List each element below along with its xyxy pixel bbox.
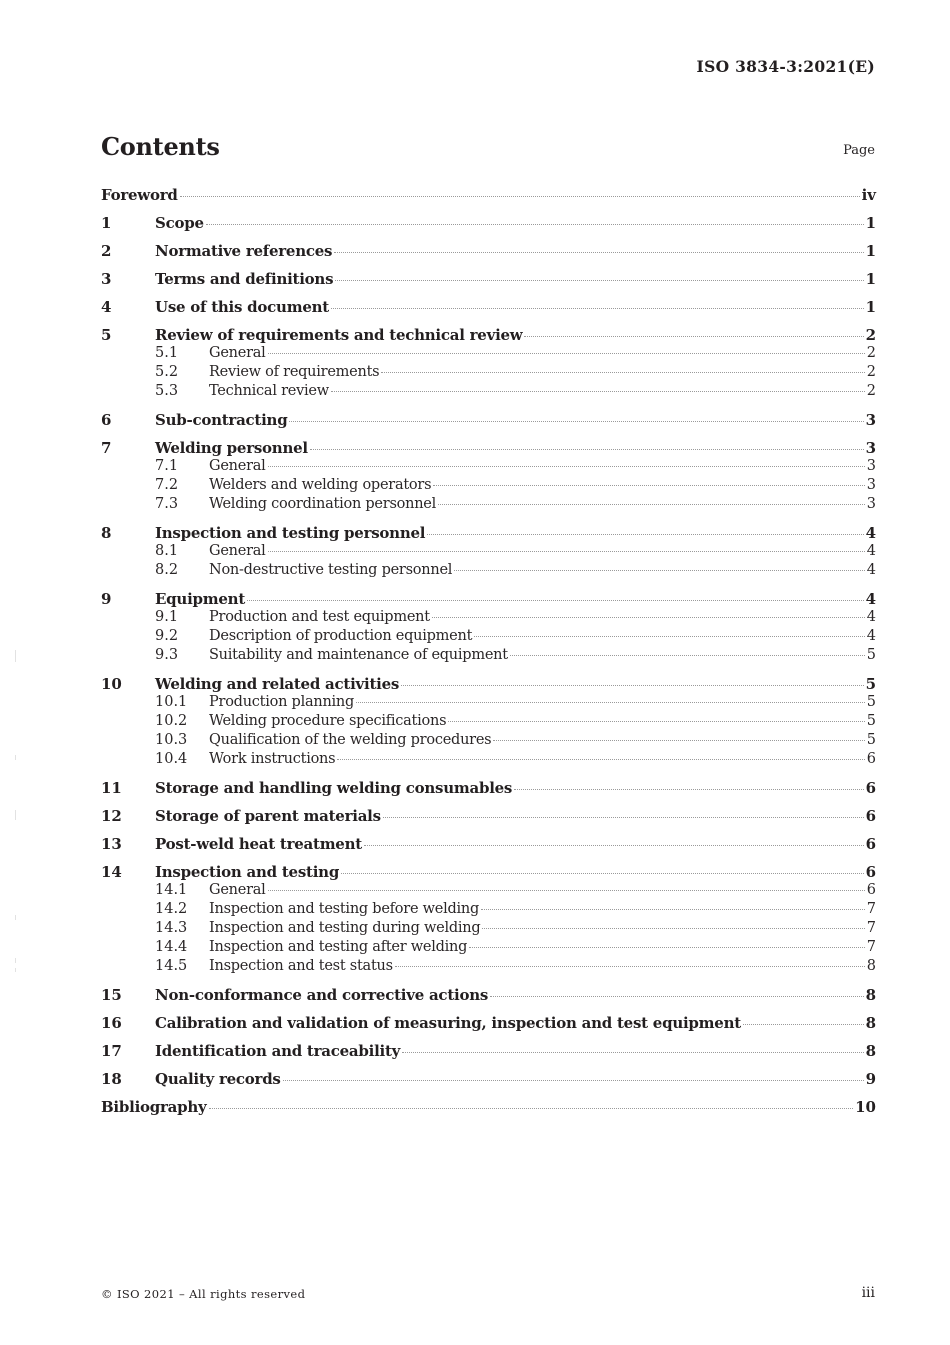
- toc-entry-number: 5.1: [155, 345, 179, 361]
- toc-entry-number: 11: [101, 779, 122, 797]
- toc-entry[interactable]: [101, 186, 876, 205]
- toc-entry[interactable]: [101, 1014, 876, 1033]
- dot-leader: [432, 617, 865, 618]
- toc-entry-label[interactable]: Work instructions: [209, 751, 336, 767]
- toc-entry-page[interactable]: 4: [866, 628, 876, 644]
- toc-entry[interactable]: [101, 326, 876, 345]
- footer-page-number: iii: [861, 1285, 875, 1301]
- toc-entry[interactable]: [101, 214, 876, 233]
- toc-entry-label[interactable]: Normative references: [155, 242, 333, 260]
- dot-leader: [481, 909, 865, 910]
- toc-entry-label[interactable]: Terms and definitions: [155, 270, 334, 288]
- dot-leader: [427, 534, 863, 535]
- toc-entry-page[interactable]: 3: [866, 458, 876, 474]
- dot-leader: [743, 1024, 864, 1025]
- dot-leader: [268, 466, 865, 467]
- toc-entry-number: 9.1: [155, 609, 179, 625]
- toc-entry-number: 14.2: [155, 901, 188, 917]
- toc-entry-label[interactable]: Review of requirements: [209, 364, 380, 380]
- toc-entry-label[interactable]: Non-conformance and corrective actions: [155, 986, 489, 1004]
- toc-entry-page[interactable]: 4: [865, 524, 876, 542]
- toc-entry[interactable]: [101, 242, 876, 261]
- toc-entry-page[interactable]: 5: [866, 647, 876, 663]
- toc-entry-number: 16: [101, 1014, 122, 1032]
- toc-entry-number: 2: [101, 242, 112, 260]
- margin-mark: [15, 810, 16, 820]
- toc-entry-label[interactable]: Review of requirements and technical review: [155, 326, 523, 344]
- toc-entry-page[interactable]: 6: [865, 807, 876, 825]
- dot-leader: [474, 636, 865, 637]
- toc-entry-number: 14.1: [155, 882, 188, 898]
- toc-entry-number: 10.2: [155, 713, 188, 729]
- toc-entry-number: 9.2: [155, 628, 179, 644]
- dot-leader: [268, 353, 865, 354]
- toc-entry-number: 5: [101, 326, 112, 344]
- toc-entry-number: 1: [101, 214, 112, 232]
- toc-entry-label[interactable]: Bibliography: [101, 1098, 207, 1116]
- toc-entry[interactable]: [101, 675, 876, 694]
- toc-subentry[interactable]: [101, 609, 876, 628]
- toc-entry-label[interactable]: Identification and traceability: [155, 1042, 401, 1060]
- toc-entry-page[interactable]: 5: [866, 732, 876, 748]
- toc-entry-page[interactable]: 3: [865, 411, 876, 429]
- toc-entry-label[interactable]: Welding and related activities: [155, 675, 400, 693]
- toc-subentry[interactable]: [101, 901, 876, 920]
- toc-entry-number: 4: [101, 298, 112, 316]
- toc-entry-page[interactable]: 3: [866, 477, 876, 493]
- toc-entry-number: 10: [101, 675, 122, 693]
- toc-entry-number: 9: [101, 590, 112, 608]
- toc-entry-label[interactable]: Use of this document: [155, 298, 329, 316]
- toc-entry-page[interactable]: 5: [866, 713, 876, 729]
- dot-leader: [310, 449, 864, 450]
- dot-leader: [493, 740, 864, 741]
- toc-entry-label[interactable]: Equipment: [155, 590, 246, 608]
- toc-entry-page[interactable]: 2: [865, 326, 876, 344]
- toc-entry-number: 7.2: [155, 477, 179, 493]
- toc-entry-page[interactable]: 8: [866, 958, 876, 974]
- toc-entry[interactable]: [101, 986, 876, 1005]
- toc-entry-page[interactable]: 6: [865, 835, 876, 853]
- toc-entry-number: 14.5: [155, 958, 188, 974]
- toc-entry[interactable]: [101, 779, 876, 798]
- toc-entry-label[interactable]: General: [209, 345, 266, 361]
- toc-subentry[interactable]: [101, 543, 876, 562]
- margin-mark: [15, 755, 16, 760]
- toc-entry-label[interactable]: Inspection and testing: [155, 863, 340, 881]
- toc-entry-page[interactable]: 10: [855, 1098, 876, 1116]
- toc-entry-label[interactable]: General: [209, 458, 266, 474]
- toc-subentry[interactable]: [101, 562, 876, 581]
- dot-leader: [268, 551, 865, 552]
- toc-entry-page[interactable]: 7: [866, 920, 876, 936]
- dot-leader: [383, 817, 864, 818]
- toc-entry-page[interactable]: 7: [866, 901, 876, 917]
- dot-leader: [454, 570, 865, 571]
- toc-subentry[interactable]: [101, 882, 876, 901]
- dot-leader: [402, 1052, 863, 1053]
- toc-entry[interactable]: [101, 835, 876, 854]
- toc-entry-label[interactable]: Inspection and testing during welding: [209, 920, 481, 936]
- toc-entry-page[interactable]: 9: [865, 1070, 876, 1088]
- dot-leader: [341, 873, 863, 874]
- dot-leader: [438, 504, 865, 505]
- toc-entry-page[interactable]: 1: [865, 242, 876, 260]
- dot-leader: [335, 280, 863, 281]
- toc-subentry[interactable]: [101, 496, 876, 515]
- toc-entry-number: 14: [101, 863, 122, 881]
- toc-subentry[interactable]: [101, 383, 876, 402]
- toc-entry-number: 10.1: [155, 694, 188, 710]
- toc-entry-number: 9.3: [155, 647, 179, 663]
- dot-leader: [356, 702, 865, 703]
- toc-entry-page[interactable]: 5: [866, 694, 876, 710]
- toc-subentry[interactable]: [101, 713, 876, 732]
- dot-leader: [524, 336, 863, 337]
- toc-subentry[interactable]: [101, 939, 876, 958]
- toc-entry[interactable]: [101, 270, 876, 289]
- dot-leader: [289, 421, 863, 422]
- dot-leader: [247, 600, 864, 601]
- toc-entry-label[interactable]: Welding procedure specifications: [209, 713, 447, 729]
- margin-mark: [15, 915, 16, 920]
- toc-entry-label[interactable]: Inspection and test status: [209, 958, 393, 974]
- toc-entry[interactable]: [101, 439, 876, 458]
- toc-entry-number: 7: [101, 439, 112, 457]
- toc-entry-label[interactable]: Calibration and validation of measuring, inspection and test equipment: [155, 1014, 741, 1032]
- toc-entry-page[interactable]: 4: [866, 609, 876, 625]
- margin-mark: [15, 968, 16, 972]
- toc-entry-number: 17: [101, 1042, 122, 1060]
- toc-entry-number: 5.2: [155, 364, 179, 380]
- toc-entry-page[interactable]: 5: [865, 675, 876, 693]
- toc-entry-number: 12: [101, 807, 122, 825]
- toc-entry-number: 8.2: [155, 562, 179, 578]
- page-column-label: Page: [843, 143, 875, 158]
- toc-entry-label[interactable]: Technical review: [209, 383, 329, 399]
- dot-leader: [490, 996, 864, 997]
- toc-entry-page[interactable]: 4: [866, 562, 876, 578]
- dot-leader: [448, 721, 864, 722]
- toc-entry-number: 15: [101, 986, 122, 1004]
- toc-entry-number: 10.3: [155, 732, 188, 748]
- toc-entry-label[interactable]: Inspection and testing before welding: [209, 901, 480, 917]
- toc-subentry[interactable]: [101, 345, 876, 364]
- page-title: Contents: [101, 132, 220, 161]
- dot-leader: [364, 845, 864, 846]
- toc-subentry[interactable]: [101, 364, 876, 383]
- toc-entry[interactable]: [101, 863, 876, 882]
- toc-entry-label[interactable]: Suitability and maintenance of equipment: [209, 647, 508, 663]
- toc-subentry[interactable]: [101, 477, 876, 496]
- toc-entry-label[interactable]: Post-weld heat treatment: [155, 835, 362, 853]
- toc-entry-page[interactable]: 1: [865, 270, 876, 288]
- toc-entry-label[interactable]: Welders and welding operators: [209, 477, 432, 493]
- toc-subentry[interactable]: [101, 628, 876, 647]
- toc-entry-page[interactable]: 2: [866, 383, 876, 399]
- toc-entry-label[interactable]: Production planning: [209, 694, 355, 710]
- toc-entry[interactable]: [101, 1042, 876, 1061]
- toc-entry-number: 7.1: [155, 458, 179, 474]
- toc-subentry[interactable]: [101, 694, 876, 713]
- toc-entry-number: 5.3: [155, 383, 179, 399]
- toc-entry-label[interactable]: Non-destructive testing personnel: [209, 562, 453, 578]
- toc-subentry[interactable]: [101, 732, 876, 751]
- toc-entry[interactable]: [101, 524, 876, 543]
- toc-entry-page[interactable]: 1: [865, 214, 876, 232]
- toc-subentry[interactable]: [101, 958, 876, 977]
- dot-leader: [395, 966, 865, 967]
- toc-entry-page[interactable]: 6: [866, 882, 876, 898]
- dot-leader: [337, 759, 864, 760]
- toc-entry-page[interactable]: 4: [866, 543, 876, 559]
- dot-leader: [209, 1108, 854, 1109]
- toc-entry-label[interactable]: Production and test equipment: [209, 609, 430, 625]
- toc-entry-page[interactable]: 4: [865, 590, 876, 608]
- dot-leader: [514, 789, 863, 790]
- toc-entry-page[interactable]: 7: [866, 939, 876, 955]
- footer-copyright: © ISO 2021 – All rights reserved: [101, 1287, 306, 1301]
- toc-entry-page[interactable]: iv: [861, 186, 876, 204]
- toc-entry-number: 14.4: [155, 939, 188, 955]
- toc-entry-label[interactable]: Sub-contracting: [155, 411, 288, 429]
- toc-entry-label[interactable]: Quality records: [155, 1070, 281, 1088]
- toc-entry-page[interactable]: 2: [866, 345, 876, 361]
- toc-entry-label[interactable]: Scope: [155, 214, 204, 232]
- toc-entry-number: 10.4: [155, 751, 188, 767]
- toc-entry-label[interactable]: Storage and handling welding consumables: [155, 779, 513, 797]
- toc-subentry[interactable]: [101, 647, 876, 666]
- toc-subentry[interactable]: [101, 751, 876, 770]
- toc-entry-number: 18: [101, 1070, 122, 1088]
- toc-entry-page[interactable]: 6: [865, 779, 876, 797]
- toc-entry-number: 6: [101, 411, 112, 429]
- dot-leader: [401, 685, 864, 686]
- toc-entry-number: 3: [101, 270, 112, 288]
- toc-entry-label[interactable]: Welding coordination personnel: [209, 496, 437, 512]
- dot-leader: [469, 947, 865, 948]
- margin-mark: [15, 650, 16, 662]
- dot-leader: [331, 308, 864, 309]
- toc-entry-page[interactable]: 8: [865, 1042, 876, 1060]
- toc-entry[interactable]: [101, 807, 876, 826]
- toc-entry-number: 8: [101, 524, 112, 542]
- toc-entry-page[interactable]: 1: [865, 298, 876, 316]
- toc-entry-number: 8.1: [155, 543, 179, 559]
- toc-entry-page[interactable]: 6: [866, 751, 876, 767]
- dot-leader: [334, 252, 863, 253]
- toc-entry[interactable]: [101, 1098, 876, 1117]
- dot-leader: [482, 928, 864, 929]
- toc-entry-page[interactable]: 8: [865, 1014, 876, 1032]
- toc-entry-number: 7.3: [155, 496, 179, 512]
- dot-leader: [433, 485, 864, 486]
- toc-entry-page[interactable]: 6: [865, 863, 876, 881]
- toc-entry[interactable]: [101, 590, 876, 609]
- toc-entry-page[interactable]: 2: [866, 364, 876, 380]
- toc-entry-page[interactable]: 3: [865, 439, 876, 457]
- toc-subentry[interactable]: [101, 458, 876, 477]
- margin-mark: [15, 958, 16, 963]
- toc-entry-number: 13: [101, 835, 122, 853]
- dot-leader: [331, 391, 865, 392]
- toc-entry-page[interactable]: 3: [866, 496, 876, 512]
- toc-entry-label[interactable]: General: [209, 882, 266, 898]
- dot-leader: [206, 224, 864, 225]
- toc-subentry[interactable]: [101, 920, 876, 939]
- document-id-header: ISO 3834-3:2021(E): [696, 57, 875, 76]
- toc-entry-label[interactable]: Foreword: [101, 186, 178, 204]
- toc-entry-label[interactable]: General: [209, 543, 266, 559]
- dot-leader: [180, 196, 860, 197]
- toc-entry-label[interactable]: Description of production equipment: [209, 628, 473, 644]
- toc-entry-number: 14.3: [155, 920, 188, 936]
- toc-entry-label[interactable]: Inspection and testing after welding: [209, 939, 468, 955]
- toc-entry[interactable]: [101, 1070, 876, 1089]
- toc-entry-label[interactable]: Storage of parent materials: [155, 807, 381, 825]
- table-of-contents: [101, 186, 876, 1117]
- dot-leader: [381, 372, 864, 373]
- dot-leader: [510, 655, 865, 656]
- toc-entry-label[interactable]: Inspection and testing personnel: [155, 524, 426, 542]
- dot-leader: [268, 890, 865, 891]
- toc-entry-page[interactable]: 8: [865, 986, 876, 1004]
- toc-entry-label[interactable]: Welding personnel: [155, 439, 308, 457]
- toc-entry-label[interactable]: Qualification of the welding procedures: [209, 732, 492, 748]
- toc-entry[interactable]: [101, 298, 876, 317]
- dot-leader: [283, 1080, 864, 1081]
- toc-entry[interactable]: [101, 411, 876, 430]
